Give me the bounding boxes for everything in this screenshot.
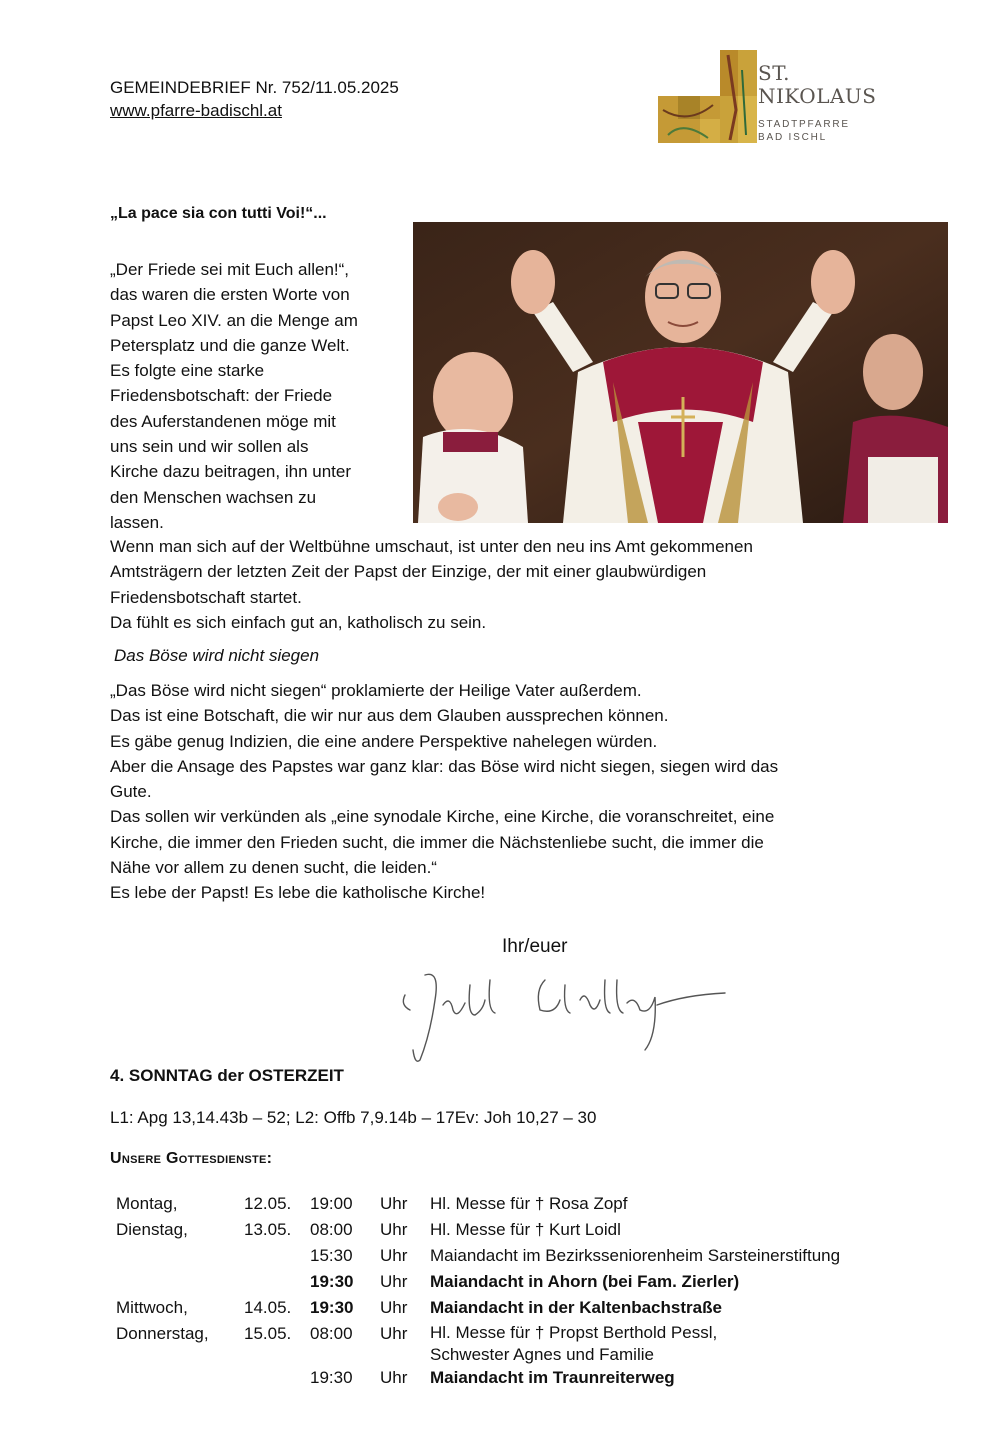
article-title: „La pace sia con tutti Voi!“...	[110, 205, 327, 222]
logo-line-1: ST.	[758, 61, 790, 85]
intro-line: Kirche dazu beitragen, ihn unter	[110, 462, 351, 482]
intro-line: uns sein und wir sollen als	[110, 437, 309, 457]
pope-photo	[413, 222, 948, 523]
table-row	[110, 1366, 840, 1392]
day-cell: Mittwoch,	[116, 1298, 188, 1317]
article-line: Wenn man sich auf der Weltbühne umschaut, ist unter den neu ins Amt gekommenen	[110, 537, 753, 556]
intro-line: Petersplatz und die ganze Welt.	[110, 335, 350, 355]
date-cell: 15.05.	[244, 1324, 292, 1343]
article-line: Das ist eine Botschaft, die wir nur aus dem Glauben aussprechen können.	[110, 706, 669, 726]
time-cell: 19:30	[310, 1368, 353, 1387]
uhr-cell: Uhr	[380, 1324, 408, 1343]
logo-line-3: STADTPFARRE	[758, 119, 850, 130]
logo-subtitle	[758, 118, 850, 144]
description-line: Schwester Agnes und Familie	[430, 1345, 654, 1364]
intro-line: lassen.	[110, 512, 164, 532]
time-cell: 15:30	[310, 1246, 353, 1265]
article-line: Nähe vor allem zu denen sucht, die leiden.“	[110, 858, 437, 878]
description-line: Hl. Messe für † Propst Berthold Pessl,	[430, 1323, 718, 1342]
uhr-cell: Uhr	[380, 1194, 408, 1213]
day-cell: Montag,	[116, 1194, 178, 1213]
services-heading: Unsere Gottesdienste:	[110, 1150, 273, 1167]
intro-line: Friedensbotschaft: der Friede	[110, 386, 333, 406]
article-line: Kirche, die immer den Frieden sucht, die immer die Nächstenliebe sucht, die immer die	[110, 832, 764, 852]
description-cell: Hl. Messe für † Kurt Loidl	[430, 1220, 621, 1239]
day-cell	[110, 1244, 244, 1270]
article-subtitle: Das Böse wird nicht siegen	[114, 646, 320, 665]
parish-website-link[interactable]: www.pfarre-badischl.at	[110, 101, 282, 120]
date-cell: 12.05.	[244, 1194, 292, 1213]
description-cell: Maiandacht im Bezirksseniorenheim Sarsteinerstiftung	[430, 1246, 841, 1265]
description-cell: Maiandacht im Traunreiterweg	[430, 1368, 675, 1387]
intro-line: Papst Leo XIV. an die Menge am	[110, 310, 358, 330]
uhr-cell: Uhr	[380, 1220, 408, 1239]
article-line: Gute.	[110, 782, 152, 802]
article-line: Friedensbotschaft startet.	[110, 587, 302, 607]
time-cell: 19:30	[310, 1298, 354, 1317]
logo-name	[758, 62, 876, 108]
article-paragraph-2	[110, 678, 910, 906]
date-cell	[244, 1244, 310, 1270]
time-cell: 19:30	[310, 1272, 354, 1291]
uhr-cell: Uhr	[380, 1272, 408, 1291]
signature	[395, 955, 735, 1070]
table-row	[110, 1192, 840, 1218]
service-schedule	[110, 1192, 840, 1392]
logo-line-2: NIKOLAUS	[758, 84, 877, 108]
time-cell: 08:00	[310, 1324, 353, 1343]
intro-line: den Menschen wachsen zu	[110, 487, 317, 507]
closing-salutation: Ihr/euer	[502, 936, 568, 957]
description-cell	[430, 1322, 840, 1366]
day-cell: Dienstag,	[116, 1220, 188, 1239]
table-row	[110, 1244, 840, 1270]
description-cell: Hl. Messe für † Rosa Zopf	[430, 1194, 628, 1213]
date-cell: 14.05.	[244, 1298, 292, 1317]
date-cell: 13.05.	[244, 1220, 292, 1239]
description-cell: Maiandacht in Ahorn (bei Fam. Zierler)	[430, 1272, 740, 1291]
logo-line-4: BAD ISCHL	[758, 132, 827, 143]
intro-line: das waren die ersten Worte von	[110, 285, 350, 305]
uhr-cell: Uhr	[380, 1368, 408, 1387]
table-row	[110, 1270, 840, 1296]
article-line: Es gäbe genug Indizien, die eine andere Perspektive nahelegen würden.	[110, 731, 658, 751]
date-cell	[244, 1270, 310, 1296]
article-line: Amtsträgern der letzten Zeit der Papst der Einzige, der mit einer glaubwürdigen	[110, 562, 707, 582]
article-continued	[110, 534, 910, 635]
table-row	[110, 1218, 840, 1244]
intro-line: „Der Friede sei mit Euch allen!“,	[110, 260, 350, 279]
article-line: Aber die Ansage des Papstes war ganz klar: das Böse wird nicht siegen, siegen wird das	[110, 756, 779, 776]
description-cell: Maiandacht in der Kaltenbachstraße	[430, 1298, 722, 1317]
article-line: Es lebe der Papst! Es lebe die katholische Kirche!	[110, 883, 486, 903]
day-cell: Donnerstag,	[116, 1324, 209, 1343]
article-line: Das sollen wir verkünden als „eine synodale Kirche, eine Kirche, die voranschreitet, eine	[110, 807, 775, 827]
intro-line: des Auferstandenen möge mit	[110, 411, 336, 431]
liturgical-week: 4. SONNTAG der OSTERZEIT	[110, 1066, 344, 1085]
table-row	[110, 1322, 840, 1366]
time-cell: 19:00	[310, 1194, 353, 1213]
table-row	[110, 1296, 840, 1322]
article-line: „Das Böse wird nicht siegen“ proklamierte der Heilige Vater außerdem.	[110, 681, 642, 700]
day-cell	[110, 1366, 244, 1392]
uhr-cell: Uhr	[380, 1298, 408, 1317]
day-cell	[110, 1270, 244, 1296]
intro-line: Es folgte eine starke	[110, 361, 265, 381]
date-cell	[244, 1366, 310, 1392]
time-cell: 08:00	[310, 1220, 353, 1239]
uhr-cell: Uhr	[380, 1246, 408, 1265]
article-line: Da fühlt es sich einfach gut an, katholisch zu sein.	[110, 612, 487, 632]
readings: L1: Apg 13,14.43b – 52; L2: Offb 7,9.14b – 17Ev: Joh 10,27 – 30	[110, 1108, 597, 1127]
newsletter-title: GEMEINDEBRIEF Nr. 752/11.05.2025	[110, 78, 399, 97]
article-intro	[110, 257, 405, 535]
